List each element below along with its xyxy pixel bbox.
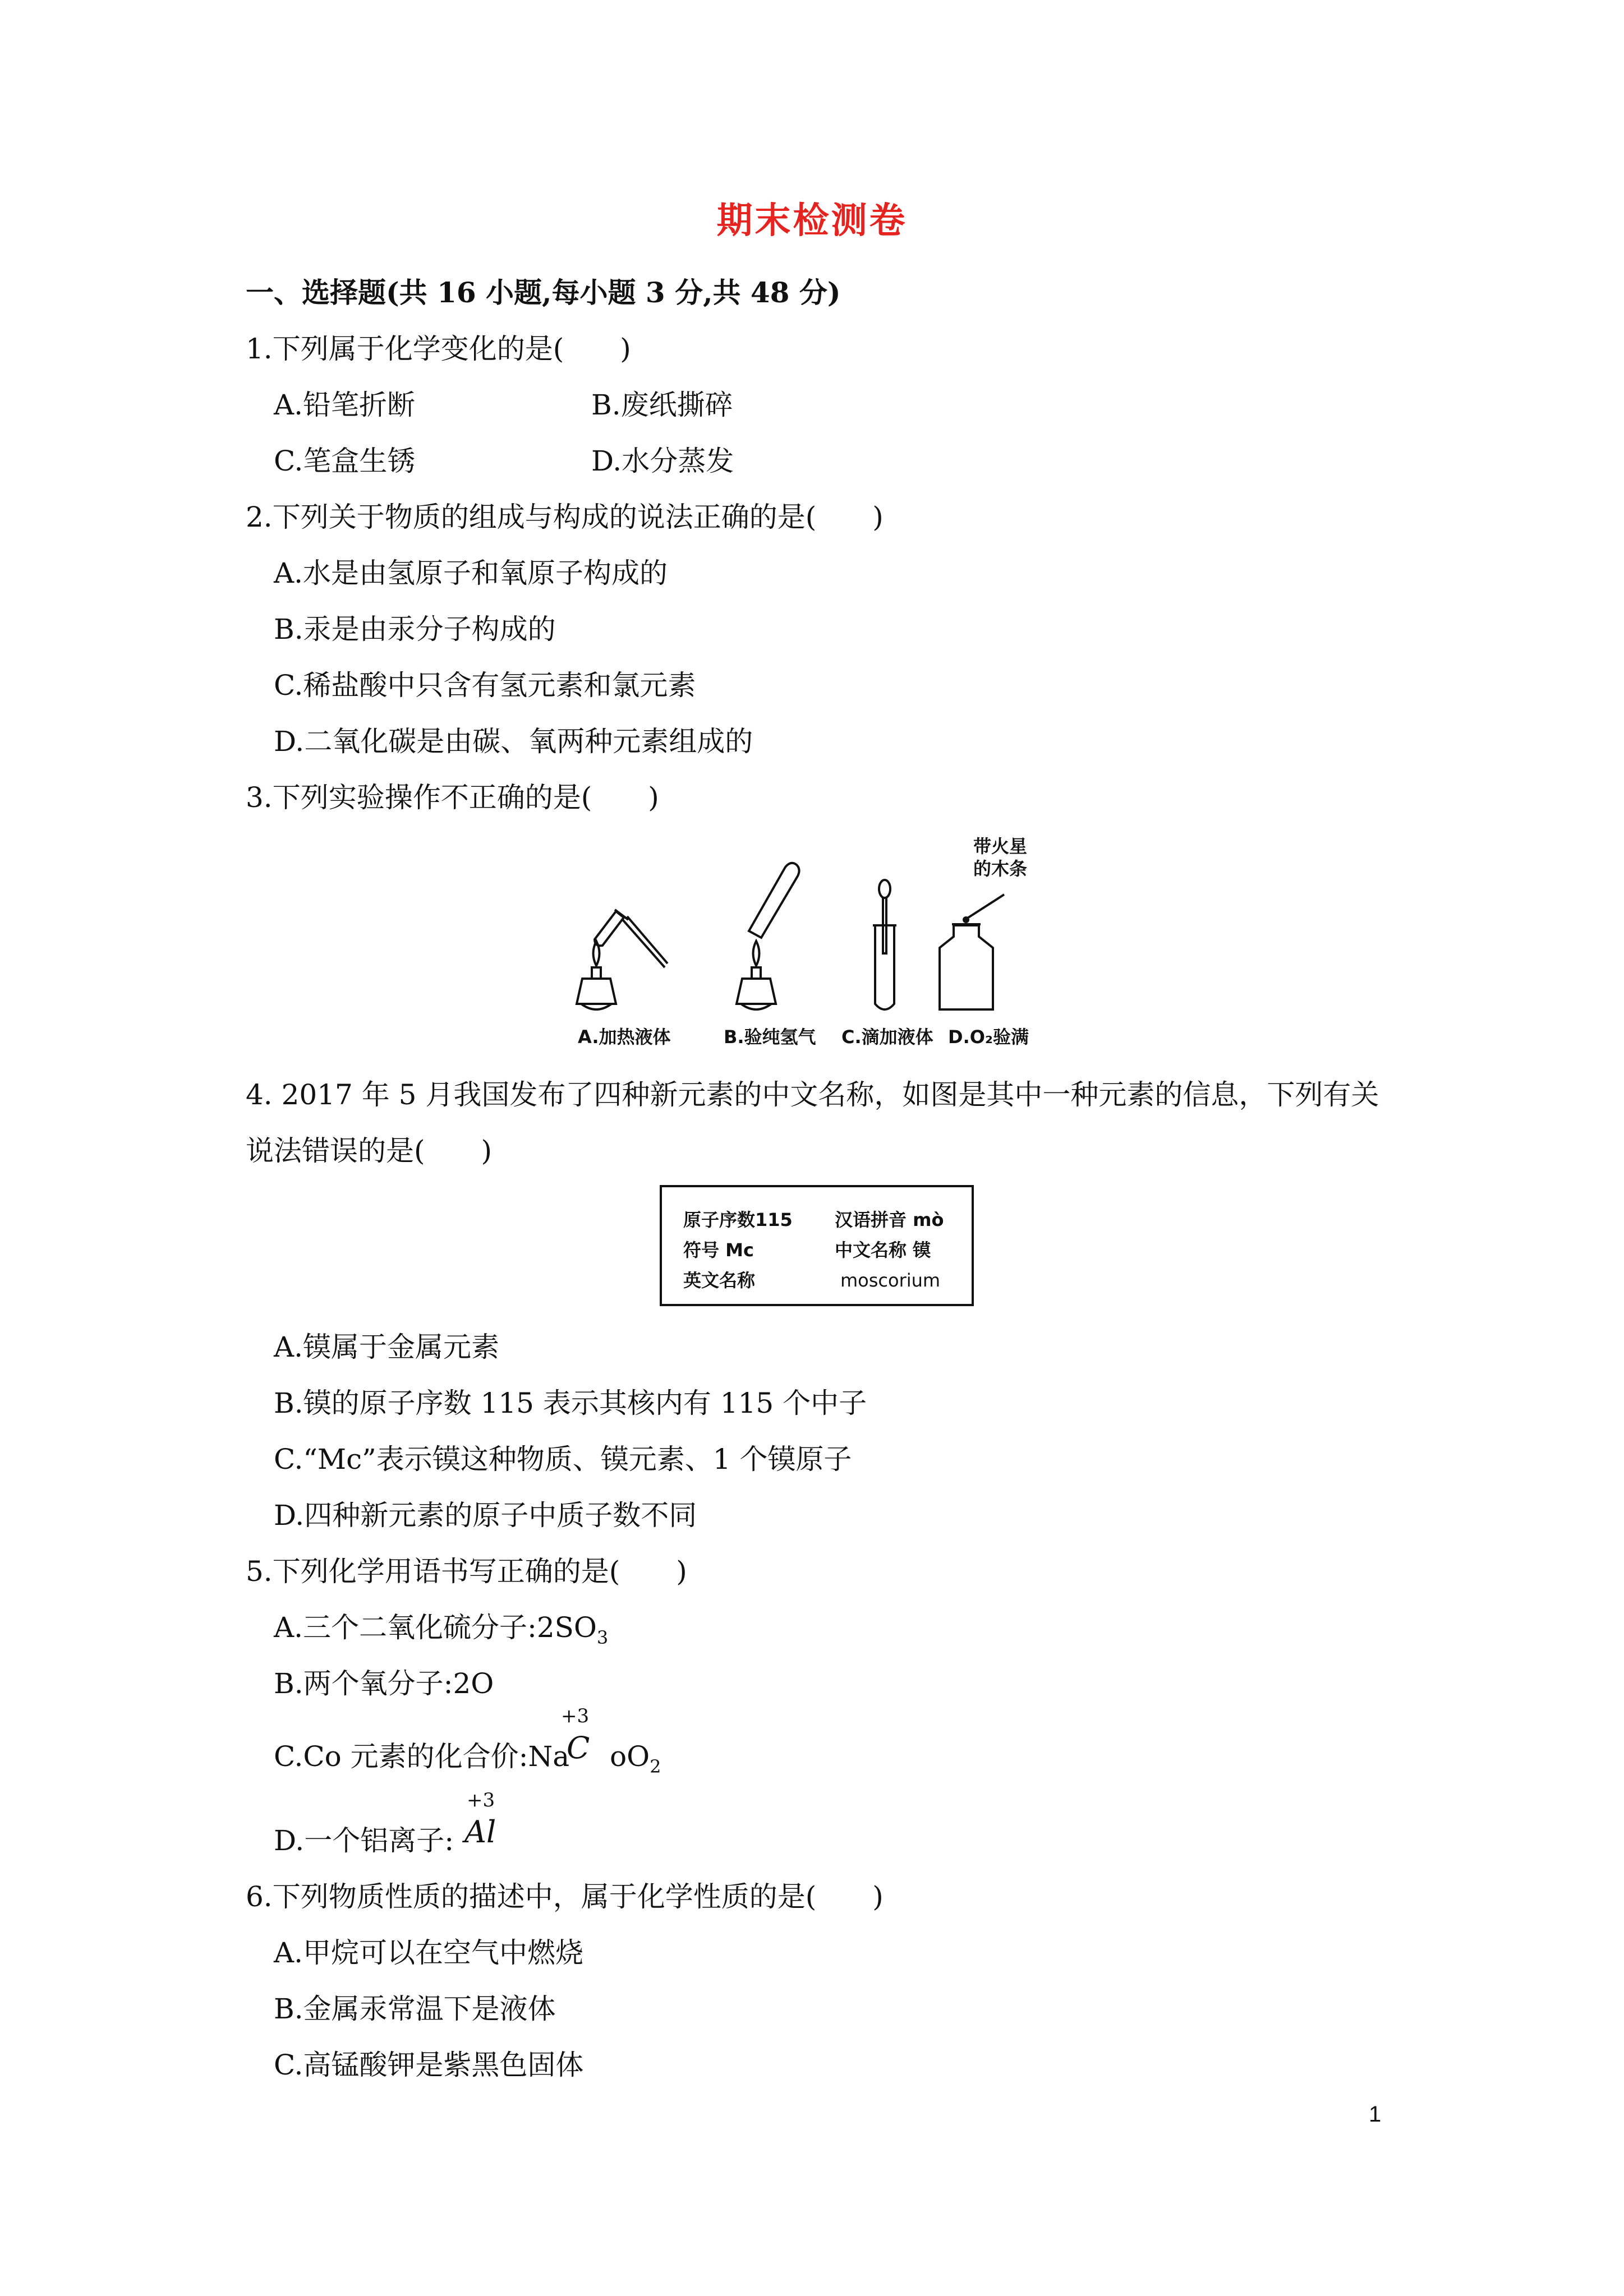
splint-annotation-line1: 带火星 [973,836,1028,857]
question-5-option-a [274,1611,609,1648]
question-4-option-a: A.镆属于金属元素 [274,1331,500,1363]
question-1-option-a: A.铅笔折断 [274,389,416,421]
question-5-option-b: B.两个氧分子:2O [274,1667,494,1700]
question-6-option-c: C.高锰酸钾是紫黑色固体 [274,2049,584,2081]
question-5-option-d-charge-mark: +3 [467,1789,495,1811]
question-5-option-c [274,1740,661,1777]
figure-label-b: B.验纯氢气 [724,1026,816,1048]
question-5-option-c-suffix: oO [610,1740,650,1773]
question-5-option-d-symbol: Al [464,1814,496,1850]
test-tube-c-icon [873,925,896,1009]
question-2-option-b: B.汞是由汞分子构成的 [274,613,556,646]
question-1-stem: 1.下列属于化学变化的是( ) [246,333,631,365]
question-5-option-a-text: A.三个二氧化硫分子:2SO [274,1611,597,1644]
question-1-option-c: C.笔盒生锈 [274,445,416,477]
question-1-option-d: D.水分蒸发 [591,445,734,477]
question-5-option-c-symbol: C [567,1730,590,1765]
question-5-option-c-prefix: C.Co 元素的化合价:Na [274,1740,570,1773]
gas-bottle-icon [940,924,993,1009]
figure-label-d: D.O₂验满 [948,1026,1029,1048]
element-english-name: moscorium [840,1270,941,1291]
figure-label-c: C.滴加液体 [841,1026,933,1048]
question-4-option-b: B.镆的原子序数 115 表示其核内有 115 个中子 [274,1387,867,1419]
question-4-stem-line2: 说法错误的是( ) [246,1135,493,1167]
question-6-stem: 6.下列物质性质的描述中，属于化学性质的是( ) [246,1880,884,1913]
question-2-stem: 2.下列关于物质的组成与构成的说法正确的是( ) [246,501,884,533]
inverted-test-tube-icon [749,863,799,938]
question-1-option-b: B.废纸撕碎 [591,389,733,421]
question-5-option-c-valence-mark: +3 [561,1705,590,1727]
element-chinese-name: 中文名称 镆 [835,1239,931,1261]
question-6-option-a: A.甲烷可以在空气中燃烧 [274,1937,584,1969]
question-4-option-d: D.四种新元素的原子中质子数不同 [274,1499,697,1532]
page-number: 1 [1369,2102,1382,2127]
page-title: 期末检测卷 [716,200,908,242]
question-5-option-d: D.一个铝离子: [274,1824,454,1857]
question-6-option-b: B.金属汞常温下是液体 [274,1993,556,2025]
question-5-option-c-subscript: 2 [650,1756,661,1777]
glowing-splint-icon [964,895,1004,922]
question-3-stem: 3.下列实验操作不正确的是( ) [246,781,659,814]
figure-label-a: A.加热液体 [578,1026,671,1048]
alcohol-lamp-b-icon [737,941,776,1009]
dropper-icon [879,880,890,953]
element-atomic-number: 原子序数115 [683,1209,793,1230]
tilted-test-tube-icon [595,910,668,967]
question-5-option-a-subscript: 3 [596,1627,609,1648]
splint-annotation-line2: 的木条 [973,858,1028,879]
lab-figure-svg [561,836,1066,1060]
element-english-label: 英文名称 [683,1270,756,1291]
element-symbol: 符号 Mc [683,1239,754,1261]
element-pinyin: 汉语拼音 mò [835,1209,944,1230]
question-2-option-a: A.水是由氢原子和氧原子构成的 [274,557,668,589]
question-5-stem: 5.下列化学用语书写正确的是( ) [246,1555,687,1588]
section-header: 一、选择题(共 16 小题,每小题 3 分,共 48 分) [246,276,841,309]
question-4-stem-line1: 4. 2017 年 5 月我国发布了四种新元素的中文名称，如图是其中一种元素的信息，下列有关 [246,1078,1379,1111]
alcohol-lamp-a-icon [577,941,616,1009]
question-2-option-c: C.稀盐酸中只含有氢元素和氯元素 [274,669,696,702]
lab-operations-figure [561,836,1066,1060]
question-2-option-d: D.二氧化碳是由碳、氧两种元素组成的 [274,725,753,758]
question-4-option-c: C.“Mc”表示镆这种物质、镆元素、1 个镆原子 [274,1443,852,1476]
element-info-card [660,1185,974,1306]
